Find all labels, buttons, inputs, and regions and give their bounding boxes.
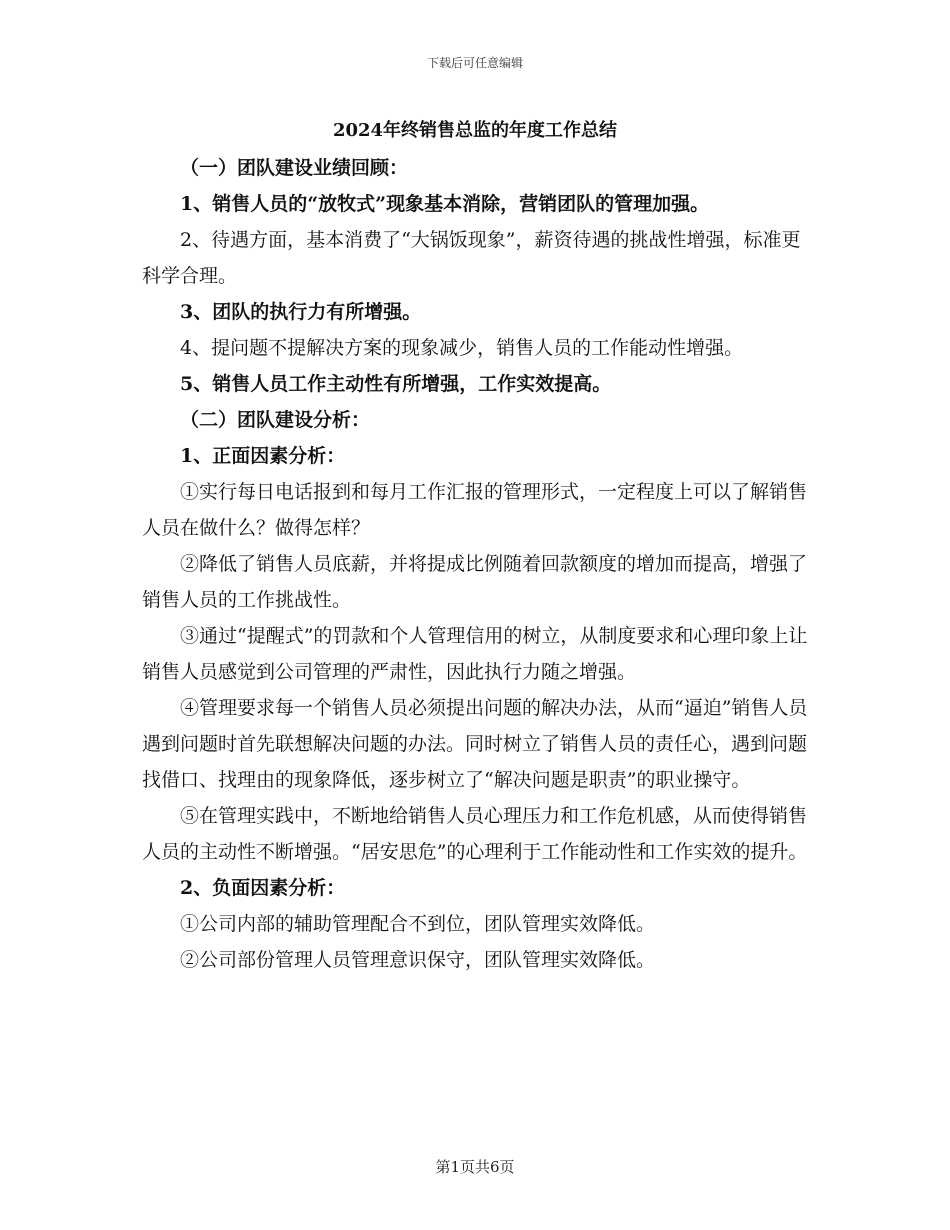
- paragraph: ③通过“提醒式”的罚款和个人管理信用的树立，从制度要求和心理印象上让销售人员感觉到公司管理的严肃性，因此执行力随之增强。: [142, 625, 808, 683]
- paragraph: ②公司部份管理人员管理意识保守，团队管理实效降低。: [180, 949, 656, 971]
- document-body: [142, 150, 812, 978]
- paragraph: ①实行每日电话报到和每月工作汇报的管理形式，一定程度上可以了解销售人员在做什么？做得怎样？: [142, 481, 808, 539]
- section-heading: （一）团队建设业绩回顾：: [180, 157, 409, 179]
- page-number: 第1页共6页: [435, 1158, 515, 1176]
- paragraph: 2、待遇方面，基本消费了“大锅饭现象”，薪资待遇的挑战性增强，标准更科学合理。: [142, 229, 801, 287]
- paragraph: 5、销售人员工作主动性有所增强，工作实效提高。: [180, 373, 612, 395]
- subsection-heading: 1、正面因素分析：: [180, 445, 346, 467]
- paragraph: ④管理要求每一个销售人员必须提出问题的解决办法，从而“逼迫”销售人员遇到问题时首先联想解决问题的办法。同时树立了销售人员的责任心，遇到问题找借口、找理由的现象降低，逐步树立了“解决问题是职责”的职业操守。: [142, 697, 808, 791]
- paragraph: ⑤在管理实践中，不断地给销售人员心理压力和工作危机感，从而使得销售人员的主动性不断增强。“居安思危”的心理利于工作能动性和工作实效的提升。: [142, 805, 808, 863]
- header-note: 下载后可任意编辑: [426, 56, 523, 70]
- paragraph: 1、销售人员的“放牧式”现象基本消除，营销团队的管理加强。: [180, 193, 710, 215]
- document-title: 2024年终销售总监的年度工作总结: [332, 120, 618, 141]
- section-heading: （二）团队建设分析：: [180, 409, 371, 431]
- paragraph: ①公司内部的辅助管理配合不到位，团队管理实效降低。: [180, 913, 656, 935]
- paragraph: ②降低了销售人员底薪，并将提成比例随着回款额度的增加而提高，增强了销售人员的工作挑战性。: [142, 553, 808, 611]
- subsection-heading: 2、负面因素分析：: [180, 877, 346, 899]
- paragraph: 3、团队的执行力有所增强。: [180, 301, 422, 323]
- paragraph: 4、提问题不提解决方案的现象减少，销售人员的工作能动性增强。: [180, 337, 744, 359]
